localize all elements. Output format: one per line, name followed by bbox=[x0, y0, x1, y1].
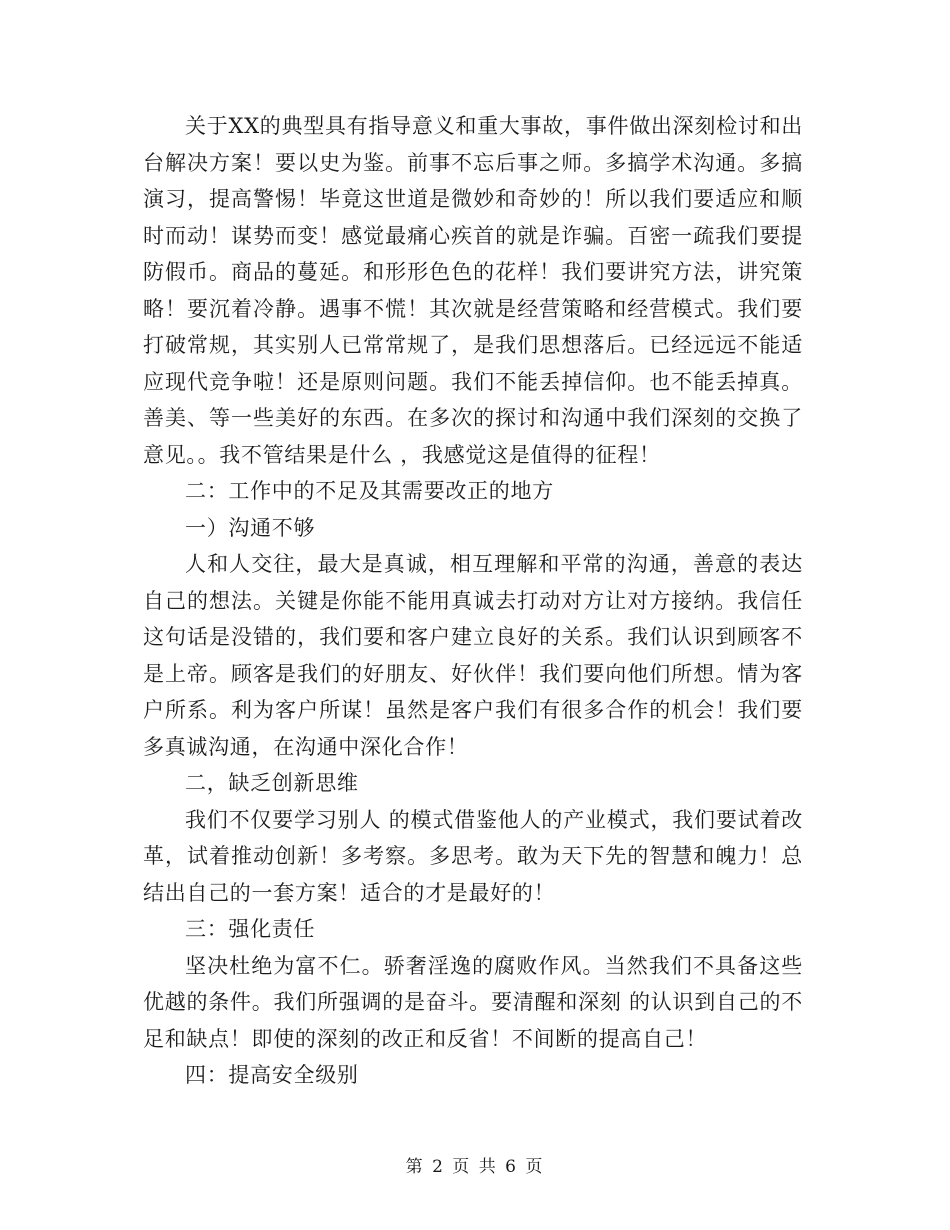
subheading-communication: 一）沟通不够 bbox=[185, 515, 316, 540]
paragraph-innovation: 我们不仅要学习别人 的模式借鉴他人的产业模式，我们要试着改革，试着推动创新！多考察。多思考。敢为天下先的智慧和魄力！总结出自己的一套方案！适合的才是最好的！ bbox=[143, 807, 803, 905]
document-body bbox=[143, 108, 803, 1094]
subheading-safety: 四：提高安全级别 bbox=[185, 1063, 359, 1087]
subheading-responsibility: 三：强化责任 bbox=[185, 917, 316, 941]
section-heading-shortcomings: 二：工作中的不足及其需要改正的地方 bbox=[185, 479, 554, 503]
paragraph-intro: 关于XX的典型具有指导意义和重大事故，事件做出深刻检讨和出台解决方案！要以史为鉴。前事不忘后事之师。多搞学术沟通。多搞演习，提高警惕！毕竟这世道是微妙和奇妙的！所以我们要适应和顺时而动！谋势而变！感觉最痛心疾首的就是诈骗。百密一疏我们要提防假币。商品的蔓延。和形形色色的花样！我们要讲究方法，讲究策略！要沉着冷静。遇事不慌！其次就是经营策略和经营模式。我们要打破常规，其实别人已常常规了，是我们思想落后。已经远远不能适应现代竞争啦！还是原则问题。我们不能丢掉信仰。也不能丢掉真。善美、等一些美好的东西。在多次的探讨和沟通中我们深刻的交换了意见。。我不管结果是什么 ，我感觉这是值得的征程！ bbox=[143, 114, 803, 467]
paragraph-communication: 人和人交往，最大是真诚，相互理解和平常的沟通，善意的表达自己的想法。关键是你能不能用真诚去打动对方让对方接纳。我信任这句话是没错的，我们要和客户建立良好的关系。我们认识到顾客不是上帝。顾客是我们的好朋友、好伙伴！我们要向他们所想。情为客户所系。利为客户所谋！虽然是客户我们有很多合作的机会！我们要多真诚沟通，在沟通中深化合作！ bbox=[143, 552, 803, 759]
paragraph-responsibility: 坚决杜绝为富不仁。骄奢淫逸的腐败作风。当然我们不具备这些优越的条件。我们所强调的是奋斗。要清醒和深刻 的认识到自己的不足和缺点！即使的深刻的改正和反省！不间断的提高自己！ bbox=[143, 953, 803, 1051]
subheading-innovation: 二，缺乏创新思维 bbox=[185, 771, 359, 795]
page-number-footer: 第 2 页 共 6 页 bbox=[405, 1157, 545, 1177]
